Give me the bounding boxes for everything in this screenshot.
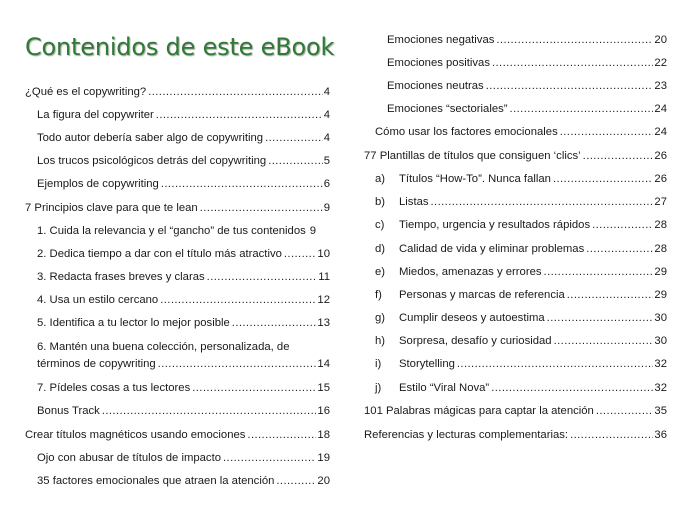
toc-entry[interactable] xyxy=(37,404,330,418)
toc-entry[interactable] xyxy=(387,79,667,93)
page-title: Contenidos de este eBook xyxy=(25,33,335,61)
toc-entry-label: b) xyxy=(375,196,386,208)
toc-entry-text: 7. Pídeles cosas a tus lectores xyxy=(37,382,191,394)
toc-entry-text: Calidad de vida y eliminar problemas xyxy=(399,243,585,255)
toc-entry-page: 24 xyxy=(654,126,667,138)
toc-entry-text: 77 Plantillas de títulos que consiguen ‘clics’ xyxy=(364,150,581,162)
toc-entry-page: 14 xyxy=(317,358,330,370)
toc-entry-page: 30 xyxy=(654,312,667,324)
toc-entry[interactable] xyxy=(37,131,330,145)
toc-entry[interactable] xyxy=(25,201,330,215)
toc-entry-page: 4 xyxy=(323,86,330,98)
toc-entry-page: 9 xyxy=(309,225,317,237)
toc-entry[interactable] xyxy=(37,108,330,122)
toc-entry-text: 7 Principios clave para que te lean xyxy=(25,202,198,214)
toc-entry-page: 15 xyxy=(317,382,330,394)
toc-entry[interactable] xyxy=(25,85,330,99)
toc-entry-page: 20 xyxy=(317,475,330,487)
toc-entry-page: 23 xyxy=(654,80,667,92)
toc-entry[interactable] xyxy=(37,177,330,191)
toc-entry-page: 26 xyxy=(654,173,667,185)
toc-entry-text: Sorpresa, desafío y curiosidad xyxy=(399,335,552,347)
toc-entry-page: 19 xyxy=(317,452,330,464)
toc-entry-label: h) xyxy=(375,335,386,347)
toc-entry[interactable] xyxy=(375,242,667,256)
toc-entry-page: 29 xyxy=(654,266,667,278)
toc-entry-text: Los trucos psicológicos detrás del copywriting xyxy=(37,155,267,167)
toc-entry-text: Emociones “sectoriales” xyxy=(387,103,508,115)
toc-entry-label: i) xyxy=(375,358,382,370)
toc-entry[interactable] xyxy=(375,125,667,139)
toc-entry-page: 27 xyxy=(654,196,667,208)
toc-entry-label: e) xyxy=(375,266,386,278)
toc-entry-text: 35 factores emocionales que atraen la atención xyxy=(37,475,275,487)
toc-entry-text: 4. Usa un estilo cercano xyxy=(37,294,159,306)
toc-entry-text: Tiempo, urgencia y resultados rápidos xyxy=(399,219,591,231)
toc-entry[interactable] xyxy=(364,404,667,418)
toc-entry-page: 20 xyxy=(654,34,667,46)
toc-entry-text: 2. Dedica tiempo a dar con el título más atractivo xyxy=(37,248,282,260)
toc-entry[interactable] xyxy=(37,154,330,168)
toc-entry[interactable] xyxy=(375,265,667,279)
toc-entry-text: 3. Redacta frases breves y claras xyxy=(37,271,205,283)
toc-entry[interactable] xyxy=(375,195,667,209)
toc-entry[interactable] xyxy=(387,33,667,47)
toc-entry-text: Crear títulos magnéticos usando emociones xyxy=(25,429,246,441)
toc-entry-page: 26 xyxy=(654,150,667,162)
toc-entry-text: Personas y marcas de referencia xyxy=(399,289,565,301)
toc-entry[interactable] xyxy=(375,172,667,186)
toc-entry-page: 28 xyxy=(654,243,667,255)
toc-entry-page: 32 xyxy=(654,382,667,394)
toc-entry-page: 10 xyxy=(317,248,330,260)
toc-entry[interactable] xyxy=(375,288,667,302)
toc-entry-text: Títulos “How-To”. Nunca fallan xyxy=(399,173,551,185)
toc-entry-text: Emociones neutras xyxy=(387,80,484,92)
toc-entry-label: c) xyxy=(375,219,385,231)
toc-entry-page: 4 xyxy=(323,132,330,144)
toc-entry-page: 28 xyxy=(654,219,667,231)
toc-entry-page: 6 xyxy=(323,178,330,190)
toc-entry-label: j) xyxy=(375,382,382,394)
toc-entry-page: 32 xyxy=(654,358,667,370)
toc-entry-page: 5 xyxy=(323,155,330,167)
toc-entry-text: Bonus Track xyxy=(37,405,100,417)
toc-entry-page: 12 xyxy=(317,294,330,306)
toc-entry-page: 24 xyxy=(654,103,667,115)
toc-entry[interactable] xyxy=(37,247,330,261)
toc-entry-text: La figura del copywriter xyxy=(37,109,154,121)
toc-entry-text: Emociones positivas xyxy=(387,57,490,69)
toc-entry[interactable] xyxy=(375,357,667,371)
toc-entry-label: g) xyxy=(375,312,386,324)
toc-entry[interactable] xyxy=(37,293,330,307)
toc-entry-page: 29 xyxy=(654,289,667,301)
toc-entry[interactable] xyxy=(375,381,667,395)
toc-entry[interactable] xyxy=(375,218,667,232)
toc-entry-page: 36 xyxy=(654,429,667,441)
toc-entry-text: Cómo usar los factores emocionales xyxy=(375,126,558,138)
toc-entry-page: 18 xyxy=(317,429,330,441)
toc-entry-text: Listas xyxy=(399,196,429,208)
toc-entry-page: 4 xyxy=(323,109,330,121)
toc-entry-page: 13 xyxy=(317,317,330,329)
toc-entry[interactable] xyxy=(387,56,667,70)
toc-entry[interactable] xyxy=(37,357,330,371)
toc-entry-text: Emociones negativas xyxy=(387,34,495,46)
toc-entry-text: términos de copywriting xyxy=(37,358,156,370)
toc-entry-page: 35 xyxy=(654,405,667,417)
toc-entry[interactable] xyxy=(37,381,330,395)
toc-entry[interactable] xyxy=(25,428,330,442)
toc-entry-text: ¿Qué es el copywriting? xyxy=(25,86,147,98)
toc-entry-label: a) xyxy=(375,173,386,185)
toc-entry-text: 5. Identifica a tu lector lo mejor posible xyxy=(37,317,230,329)
toc-entry-text: Estilo “Viral Nova” xyxy=(399,382,490,394)
toc-entry-text: Storytelling xyxy=(399,358,455,370)
toc-entry-text: 1. Cuida la relevancia y el “gancho” de tus contenidos xyxy=(37,225,306,237)
toc-entry-text-line1[interactable]: 6. Mantén una buena colección, personalizada, de xyxy=(37,341,290,353)
toc-entry[interactable] xyxy=(37,451,330,465)
toc-entry[interactable] xyxy=(37,474,330,488)
toc-entry-label: d) xyxy=(375,243,386,255)
toc-entry[interactable] xyxy=(364,149,667,163)
toc-entry-text: Miedos, amenazas y errores xyxy=(399,266,542,278)
toc-entry-text: 101 Palabras mágicas para captar la atención xyxy=(364,405,594,417)
toc-entry-text: Cumplir deseos y autoestima xyxy=(399,312,545,324)
toc-entry-text: Ejemplos de copywriting xyxy=(37,178,159,190)
toc-entry-page: 22 xyxy=(654,57,667,69)
toc-entry-text: Referencias y lecturas complementarias: xyxy=(364,429,569,441)
toc-entry[interactable] xyxy=(375,334,667,348)
toc-entry[interactable] xyxy=(37,224,330,238)
toc-entry[interactable] xyxy=(37,270,330,284)
toc-entry-page: 30 xyxy=(654,335,667,347)
toc-entry[interactable] xyxy=(387,102,667,116)
toc-entry-page: 9 xyxy=(323,202,330,214)
toc-entry-label: f) xyxy=(375,289,382,301)
toc-entry-text: Todo autor debería saber algo de copywriting xyxy=(37,132,264,144)
toc-entry[interactable] xyxy=(37,316,330,330)
toc-entry[interactable] xyxy=(364,428,667,442)
toc-entry-page: 16 xyxy=(317,405,330,417)
toc-entry-page: 11 xyxy=(318,271,330,283)
toc-entry[interactable] xyxy=(375,311,667,325)
toc-entry-text: Ojo con abusar de títulos de impacto xyxy=(37,452,221,464)
